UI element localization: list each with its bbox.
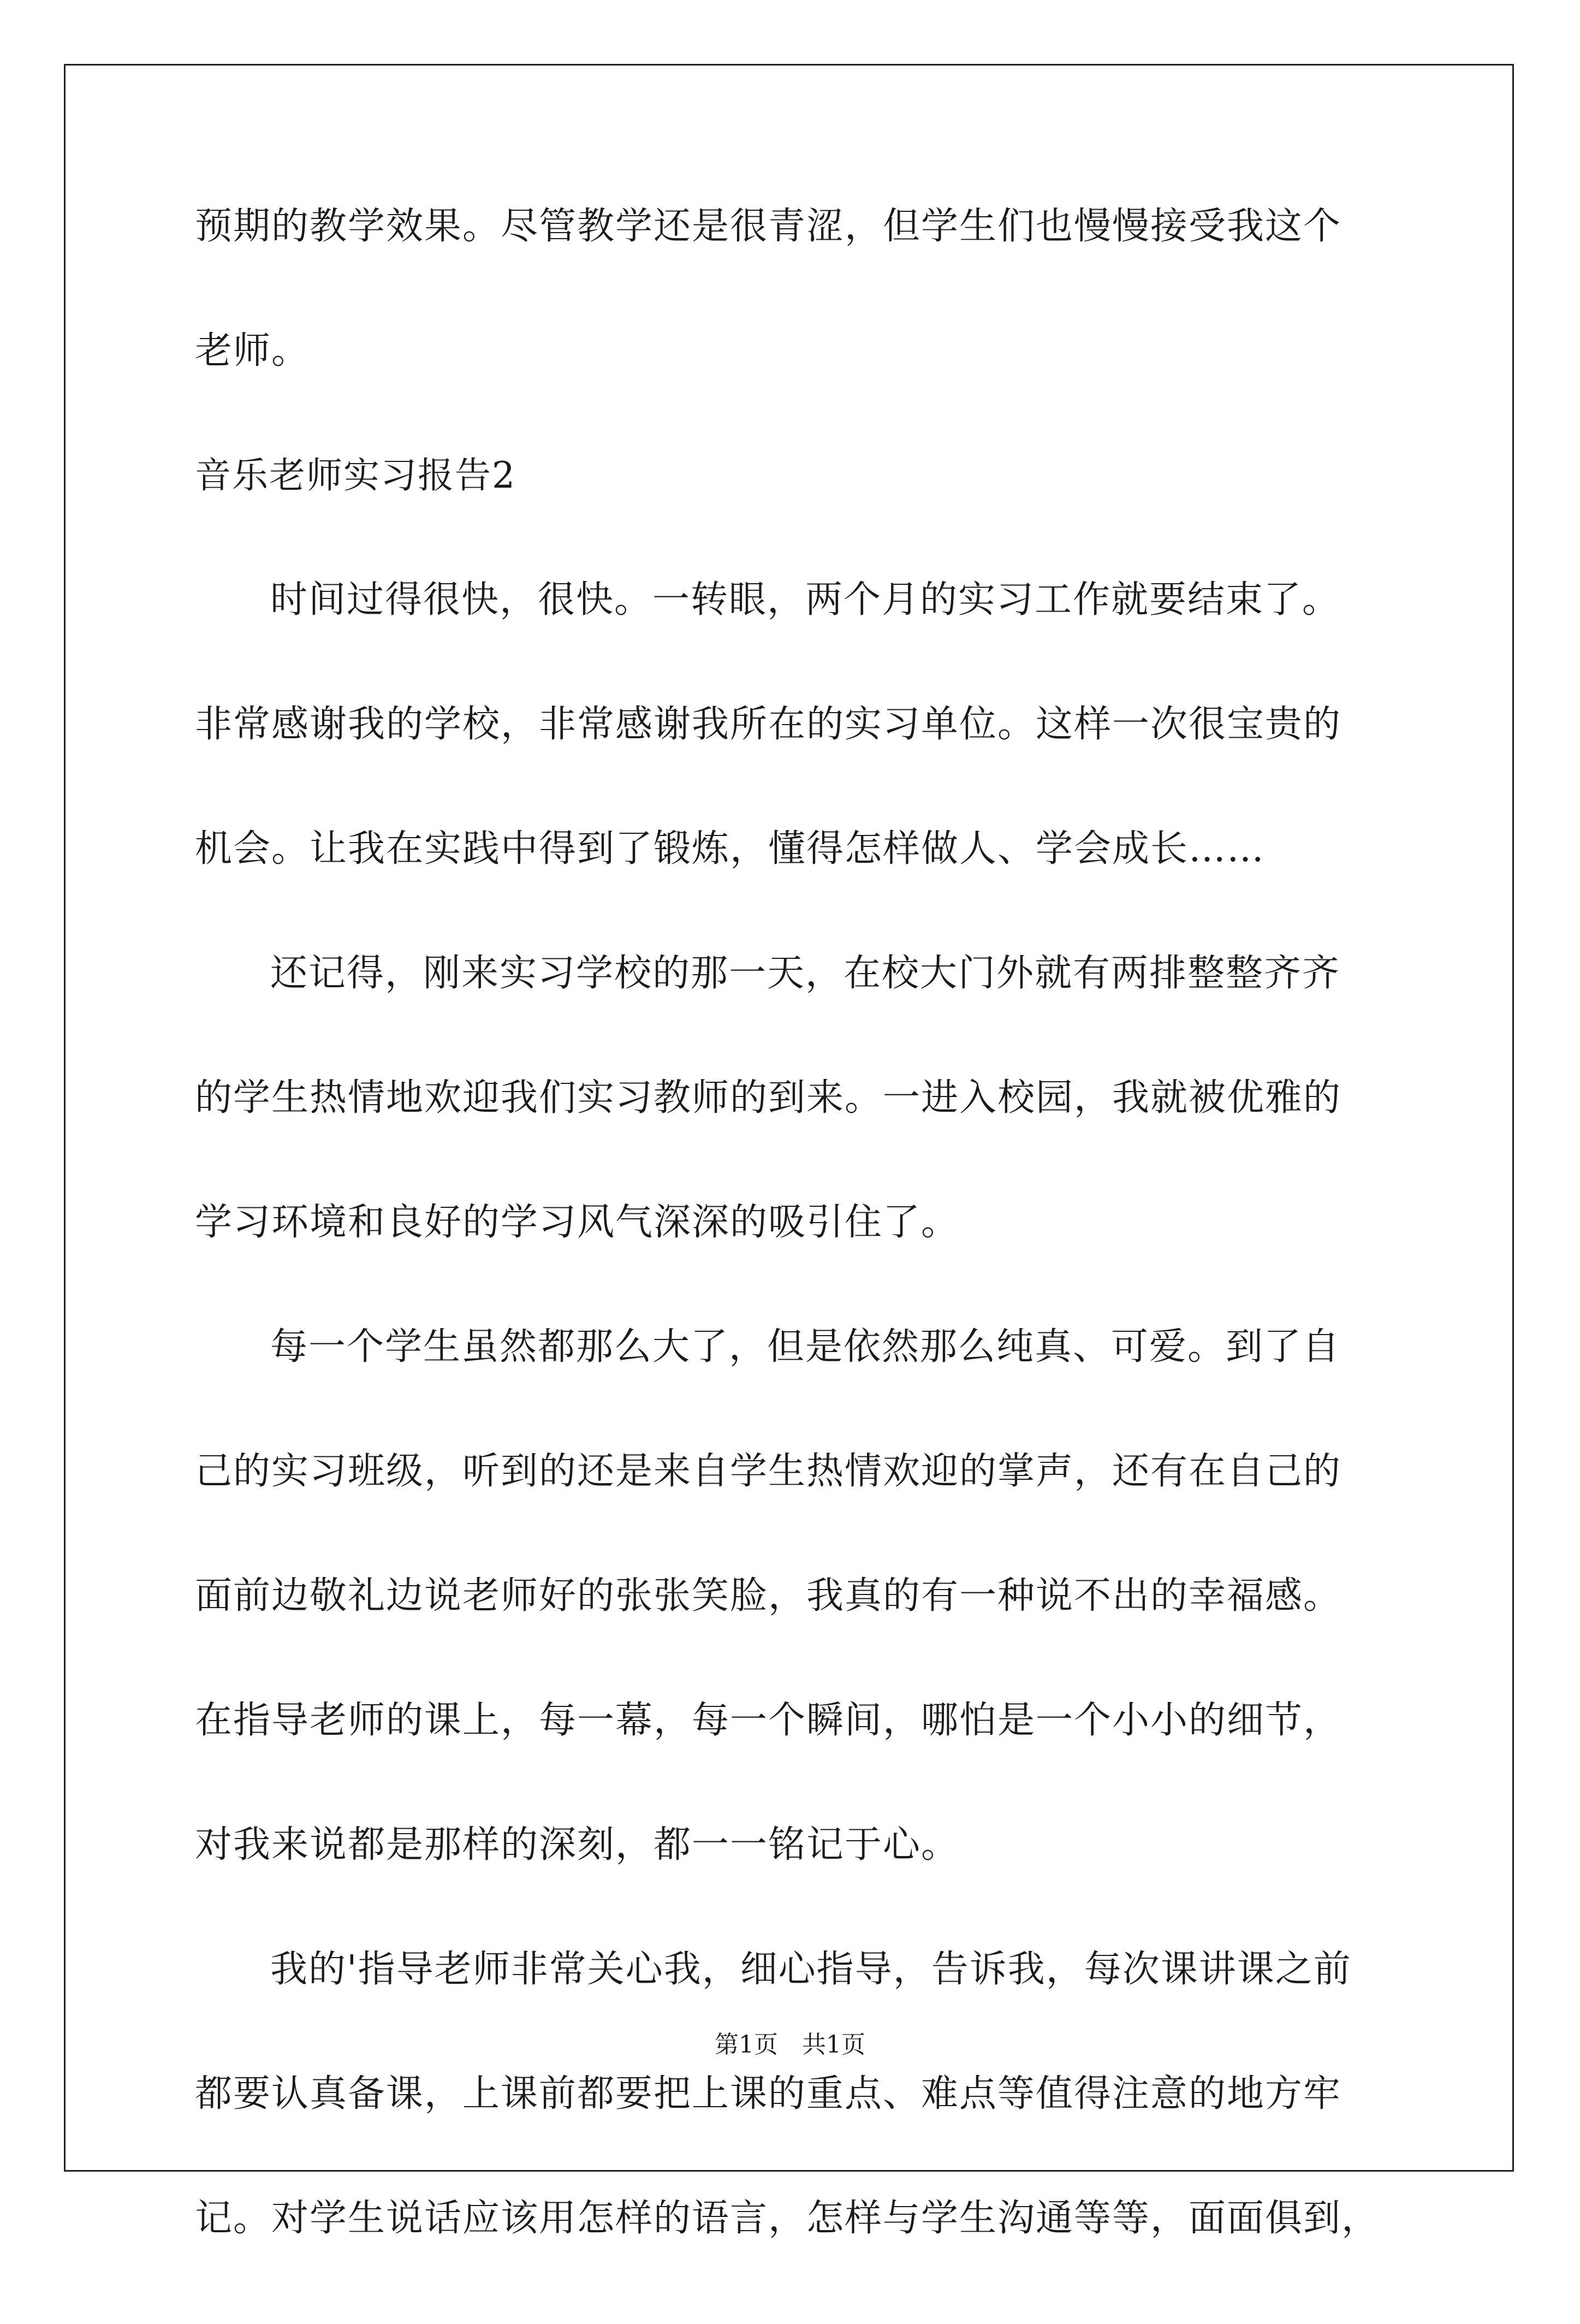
- text-line-1: 预期的教学效果。尽管教学还是很青涩，但学生们也慢慢接受我这个: [195, 205, 1342, 248]
- text-line-6: 机会。让我在实践中得到了锻炼，懂得怎样做人、学会成长……: [195, 827, 1266, 870]
- page-footer: 第1页 共1页: [715, 2031, 865, 2059]
- text-line-2: 老师。: [195, 329, 310, 372]
- section-heading: 音乐老师实习报告2: [195, 454, 516, 496]
- text-line-15: 我的'指导老师非常关心我，细心指导，告诉我，每次课讲课之前: [270, 1948, 1352, 1991]
- text-line-13: 在指导老师的课上，每一幕，每一个瞬间，哪怕是一个小小的细节，: [195, 1699, 1342, 1742]
- text-line-17: 记。对学生说话应该用怎样的语言，怎样与学生沟通等等，面面俱到，: [195, 2197, 1380, 2240]
- text-line-10: 每一个学生虽然都那么大了，但是依然那么纯真、可爱。到了自: [270, 1325, 1341, 1368]
- text-line-16: 都要认真备课，上课前都要把上课的重点、难点等值得注意的地方牢: [195, 2072, 1342, 2115]
- text-line-11: 己的实习班级，听到的还是来自学生热情欢迎的掌声，还有在自己的: [195, 1450, 1342, 1493]
- text-line-8: 的学生热情地欢迎我们实习教师的到来。一进入校园，我就被优雅的: [195, 1076, 1342, 1119]
- text-line-7: 还记得，刚来实习学校的那一天，在校大门外就有两排整整齐齐: [270, 952, 1341, 995]
- text-line-14: 对我来说都是那样的深刻，都一一铭记于心。: [195, 1823, 960, 1866]
- text-line-9: 学习环境和良好的学习风气深深的吸引住了。: [195, 1201, 960, 1244]
- document-body: [195, 205, 1391, 2324]
- text-line-4: 时间过得很快，很快。一转眼，两个月的实习工作就要结束了。: [270, 578, 1341, 621]
- text-line-5: 非常感谢我的学校，非常感谢我所在的实习单位。这样一次很宝贵的: [195, 703, 1342, 746]
- text-line-12: 面前边敬礼边说老师好的张张笑脸，我真的有一种说不出的幸福感。: [195, 1574, 1342, 1617]
